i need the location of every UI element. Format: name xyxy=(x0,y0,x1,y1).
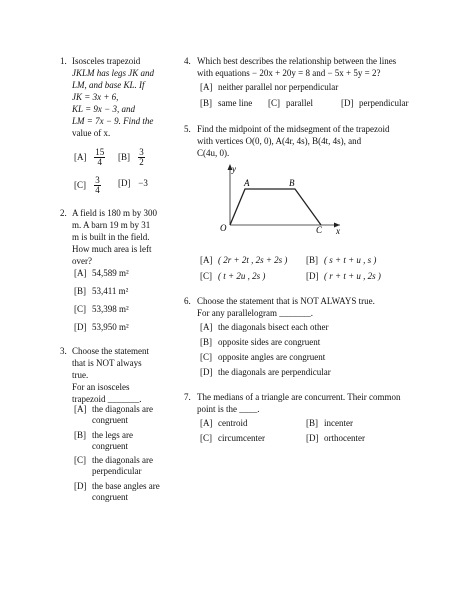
choice-text-continued: perpendicular xyxy=(92,466,142,476)
trapezoid-graph xyxy=(215,160,345,240)
y-axis-label: y xyxy=(232,164,236,174)
choice-b[interactable] xyxy=(306,418,353,429)
question-text-line: m is built in the field. xyxy=(72,232,150,242)
choice-d[interactable] xyxy=(306,271,381,282)
choice-text: centroid xyxy=(218,418,248,428)
choice-label: [D] xyxy=(341,98,354,108)
question-text-line: with vertices O(0, 0), A(4r, 4s), B(4t, 4s), and xyxy=(197,136,362,146)
choice-text: 53,411 m² xyxy=(92,286,129,296)
vertex-label-o: O xyxy=(220,223,227,233)
choice-label: [C] xyxy=(200,271,212,281)
question-text-line: C(4u, 0). xyxy=(197,148,230,158)
choice-text: the diagonals are perpendicular xyxy=(218,367,331,377)
question-text-line: LM, and base KL. If xyxy=(72,80,145,90)
vertex-label-a: A xyxy=(244,178,250,188)
fraction-denominator: 4 xyxy=(95,185,100,195)
vertex-label-c: C xyxy=(316,225,323,235)
question-text-line: For any parallelogram _______. xyxy=(197,308,313,318)
choice-label: [D] xyxy=(74,322,87,332)
choice-d[interactable] xyxy=(118,178,148,189)
choice-text: opposite sides are congruent xyxy=(218,337,321,347)
choice-text: orthocenter xyxy=(324,433,365,443)
fraction-numerator: 3 xyxy=(95,175,100,185)
choice-a[interactable] xyxy=(200,418,248,429)
vertex-label-b: B xyxy=(289,178,295,188)
choice-label: [D] xyxy=(74,481,87,491)
question-text-line: m. A barn 19 m by 31 xyxy=(72,220,151,230)
choice-d[interactable] xyxy=(306,433,365,444)
choice-text: 54,589 m² xyxy=(92,268,129,278)
question-text-line: value of x. xyxy=(72,128,111,138)
choice-label: [A] xyxy=(200,418,213,428)
question-text-line: that is NOT always xyxy=(72,358,142,368)
choice-b[interactable] xyxy=(74,430,133,441)
choice-b[interactable] xyxy=(118,148,145,167)
choice-c[interactable] xyxy=(74,304,129,315)
choice-label: [C] xyxy=(200,352,212,362)
choice-b[interactable] xyxy=(200,337,320,348)
question-text-line: How much area is left xyxy=(72,244,152,254)
choice-a[interactable] xyxy=(200,255,287,266)
fraction xyxy=(94,176,101,195)
choice-a[interactable] xyxy=(200,82,338,93)
choice-c[interactable] xyxy=(74,176,101,195)
question-number: 6. xyxy=(184,296,191,306)
choice-text: circumcenter xyxy=(218,433,265,443)
choice-a[interactable] xyxy=(74,148,105,167)
choice-text-continued: congruent xyxy=(92,492,128,502)
question-text-line: KL = 9x − 3, and xyxy=(72,104,135,114)
choice-c[interactable] xyxy=(200,433,265,444)
choice-c[interactable] xyxy=(74,455,153,466)
choice-label: [A] xyxy=(200,322,213,332)
choice-label: [B] xyxy=(200,337,212,347)
choice-b[interactable] xyxy=(200,98,252,109)
fraction-numerator: 3 xyxy=(139,147,144,157)
choice-text: perpendicular xyxy=(359,98,409,108)
choice-label: [C] xyxy=(200,433,212,443)
question-text-line: For an isosceles xyxy=(72,382,130,392)
question-number: 7. xyxy=(184,392,191,402)
question-text-line: Find the midpoint of the midsegment of the trapezoid xyxy=(197,124,390,134)
question-text-line: LM = 7x − 9. Find the xyxy=(72,116,154,126)
question-text-line: The medians of a triangle are concurrent. Their common xyxy=(197,392,401,402)
choice-a[interactable] xyxy=(74,268,129,279)
choice-text: the base angles are xyxy=(92,481,160,491)
fraction-denominator: 4 xyxy=(97,157,102,167)
question-number: 5. xyxy=(184,124,191,134)
question-text-line: Isosceles trapezoid xyxy=(72,56,141,66)
fraction-numerator: 15 xyxy=(95,147,105,157)
choice-label: [A] xyxy=(74,268,87,278)
choice-c[interactable] xyxy=(200,271,265,282)
choice-text: ( s + t + u , s ) xyxy=(324,255,377,265)
choice-d[interactable] xyxy=(341,98,408,109)
choice-text: ( r + t + u , 2s ) xyxy=(324,271,381,281)
choice-label: [D] xyxy=(118,178,131,188)
choice-text: ( 2r + 2t , 2s + 2s ) xyxy=(218,255,288,265)
choice-text-continued: congruent xyxy=(92,441,128,451)
question-number: 2. xyxy=(60,208,67,218)
choice-label: [D] xyxy=(306,433,319,443)
choice-d[interactable] xyxy=(74,322,129,333)
choice-label: [A] xyxy=(74,151,87,162)
question-text-line: true. xyxy=(72,370,89,380)
choice-label: [B] xyxy=(306,418,318,428)
question-text-line: Which best describes the relationship between the lines xyxy=(197,56,397,66)
choice-label: [B] xyxy=(306,255,318,265)
trapezoid-shape xyxy=(230,189,321,225)
choice-c[interactable] xyxy=(200,352,325,363)
choice-text-continued: congruent xyxy=(92,415,128,425)
choice-text: opposite angles are congruent xyxy=(218,352,326,362)
choice-text: the diagonals are xyxy=(92,404,153,414)
choice-label: [C] xyxy=(74,304,86,314)
choice-b[interactable] xyxy=(74,286,128,297)
question-number: 1. xyxy=(60,56,67,66)
fraction xyxy=(138,148,145,167)
fraction xyxy=(94,148,105,167)
choice-text: −3 xyxy=(138,178,148,188)
choice-d[interactable] xyxy=(74,481,160,492)
choice-text: neither parallel nor perpendicular xyxy=(218,82,339,92)
choice-label: [C] xyxy=(74,455,86,465)
choice-label: [A] xyxy=(200,255,213,265)
choice-label: [D] xyxy=(306,271,319,281)
question-text-line: with equations − 20x + 20y = 8 and − 5x + 5y = 2? xyxy=(197,68,381,78)
choice-label: [A] xyxy=(200,82,213,92)
choice-a[interactable] xyxy=(74,404,153,415)
choice-label: [D] xyxy=(200,367,213,377)
choice-b[interactable] xyxy=(306,255,376,266)
choice-text: same line xyxy=(218,98,253,108)
question-text-line: Choose the statement xyxy=(72,346,149,356)
question-text-line: JK = 3x + 6, xyxy=(72,92,119,102)
choice-label: [C] xyxy=(268,98,280,108)
choice-label: [A] xyxy=(74,404,87,414)
question-text-line: A field is 180 m by 300 xyxy=(72,208,157,218)
choice-label: [B] xyxy=(74,430,86,440)
question-number: 3. xyxy=(60,346,67,356)
choice-label: [B] xyxy=(74,286,86,296)
choice-text: the diagonals bisect each other xyxy=(218,322,329,332)
choice-text: incenter xyxy=(324,418,353,428)
choice-text: ( t + 2u , 2s ) xyxy=(218,271,266,281)
fraction-denominator: 2 xyxy=(139,157,144,167)
question-text-line: Choose the statement that is NOT ALWAYS true. xyxy=(197,296,375,306)
choice-text: parallel xyxy=(286,98,313,108)
choice-label: [B] xyxy=(118,151,130,162)
choice-text: the legs are xyxy=(92,430,133,440)
choice-text: 53,398 m² xyxy=(92,304,129,314)
choice-c[interactable] xyxy=(268,98,313,109)
choice-d[interactable] xyxy=(200,367,331,378)
question-number: 4. xyxy=(184,56,191,66)
choice-label: [B] xyxy=(200,98,212,108)
choice-label: [C] xyxy=(74,179,86,190)
question-text-line: JKLM has legs JK and xyxy=(72,68,154,78)
question-text-line: over? xyxy=(72,256,92,266)
question-text-line: trapezoid _______. xyxy=(72,394,142,404)
choice-text: the diagonals are xyxy=(92,455,153,465)
x-axis-label: x xyxy=(336,226,340,236)
choice-a[interactable] xyxy=(200,322,328,333)
question-text-line: point is the ____. xyxy=(197,404,260,414)
choice-text: 53,950 m² xyxy=(92,322,129,332)
